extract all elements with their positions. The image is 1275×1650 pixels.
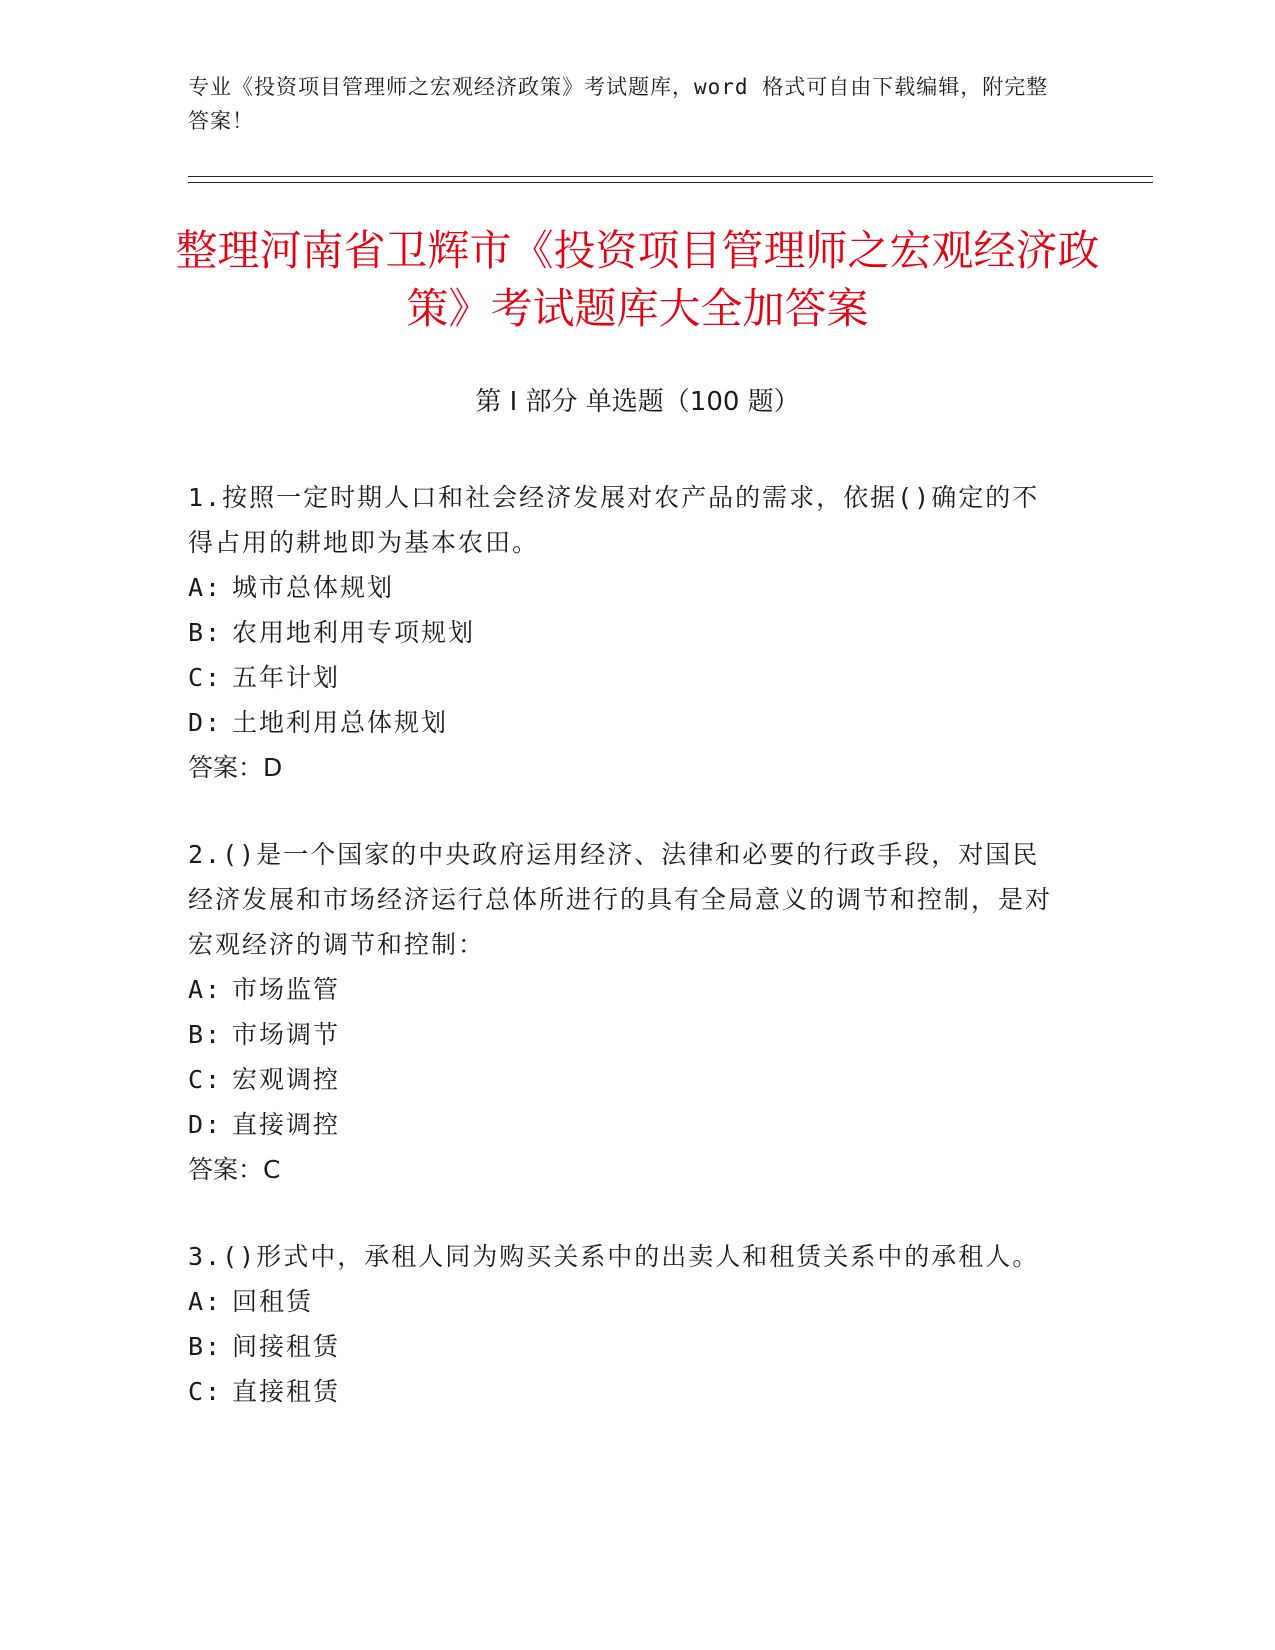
option-a [188, 967, 1058, 1012]
option-key: C: [188, 663, 223, 692]
option-b [188, 1324, 1058, 1369]
section-title: 第 I 部分 单选题（100 题） [475, 387, 800, 417]
option-key: D: [188, 708, 223, 737]
option-key: D: [188, 1110, 223, 1139]
header-divider-bottom [188, 182, 1153, 183]
option-text: 直接调控 [232, 1110, 341, 1139]
option-c [188, 655, 1058, 700]
option-c [188, 1369, 1058, 1414]
question-2 [188, 832, 1058, 1192]
option-text: 间接租赁 [232, 1332, 341, 1361]
header-divider-top [188, 176, 1153, 177]
option-text: 市场监管 [232, 975, 341, 1004]
option-key: A: [188, 573, 223, 602]
option-key: B: [188, 1020, 223, 1049]
option-text: 城市总体规划 [232, 573, 395, 602]
option-key: B: [188, 1332, 223, 1361]
question-stem: 1.按照一定时期人口和社会经济发展对农产品的需求，依据()确定的不得占用的耕地即为基本农田。 [188, 483, 1040, 557]
option-text: 土地利用总体规划 [232, 708, 449, 737]
option-d [188, 1102, 1058, 1147]
option-b [188, 610, 1058, 655]
option-text: 市场调节 [232, 1020, 341, 1049]
option-text: 宏观调控 [232, 1065, 341, 1094]
option-key: B: [188, 618, 223, 647]
option-a [188, 565, 1058, 610]
answer-line: 答案：D [188, 753, 283, 782]
header-note: 专业《投资项目管理师之宏观经济政策》考试题库，word 格式可自由下载编辑，附完整答案！ [188, 75, 1049, 133]
option-key: C: [188, 1065, 223, 1094]
question-stem: 2.()是一个国家的中央政府运用经济、法律和必要的行政手段，对国民经济发展和市场经济运行总体所进行的具有全局意义的调节和控制，是对宏观经济的调节和控制： [188, 840, 1053, 959]
option-key: C: [188, 1377, 223, 1406]
option-c [188, 1057, 1058, 1102]
option-key: A: [188, 975, 223, 1004]
question-1 [188, 475, 1058, 790]
question-stem: 3.()形式中，承租人同为购买关系中的出卖人和租赁关系中的承租人。 [188, 1242, 1040, 1271]
document-title: 整理河南省卫辉市《投资项目管理师之宏观经济政策》考试题库大全加答案 [175, 226, 1100, 333]
option-b [188, 1012, 1058, 1057]
option-a [188, 1279, 1058, 1324]
option-text: 直接租赁 [232, 1377, 341, 1406]
question-list [188, 475, 1058, 1456]
option-key: A: [188, 1287, 223, 1316]
option-text: 五年计划 [232, 663, 341, 692]
option-text: 农用地利用专项规划 [232, 618, 476, 647]
option-text: 回租赁 [232, 1287, 314, 1316]
option-d [188, 700, 1058, 745]
question-3 [188, 1234, 1058, 1414]
answer-line: 答案：C [188, 1155, 281, 1184]
